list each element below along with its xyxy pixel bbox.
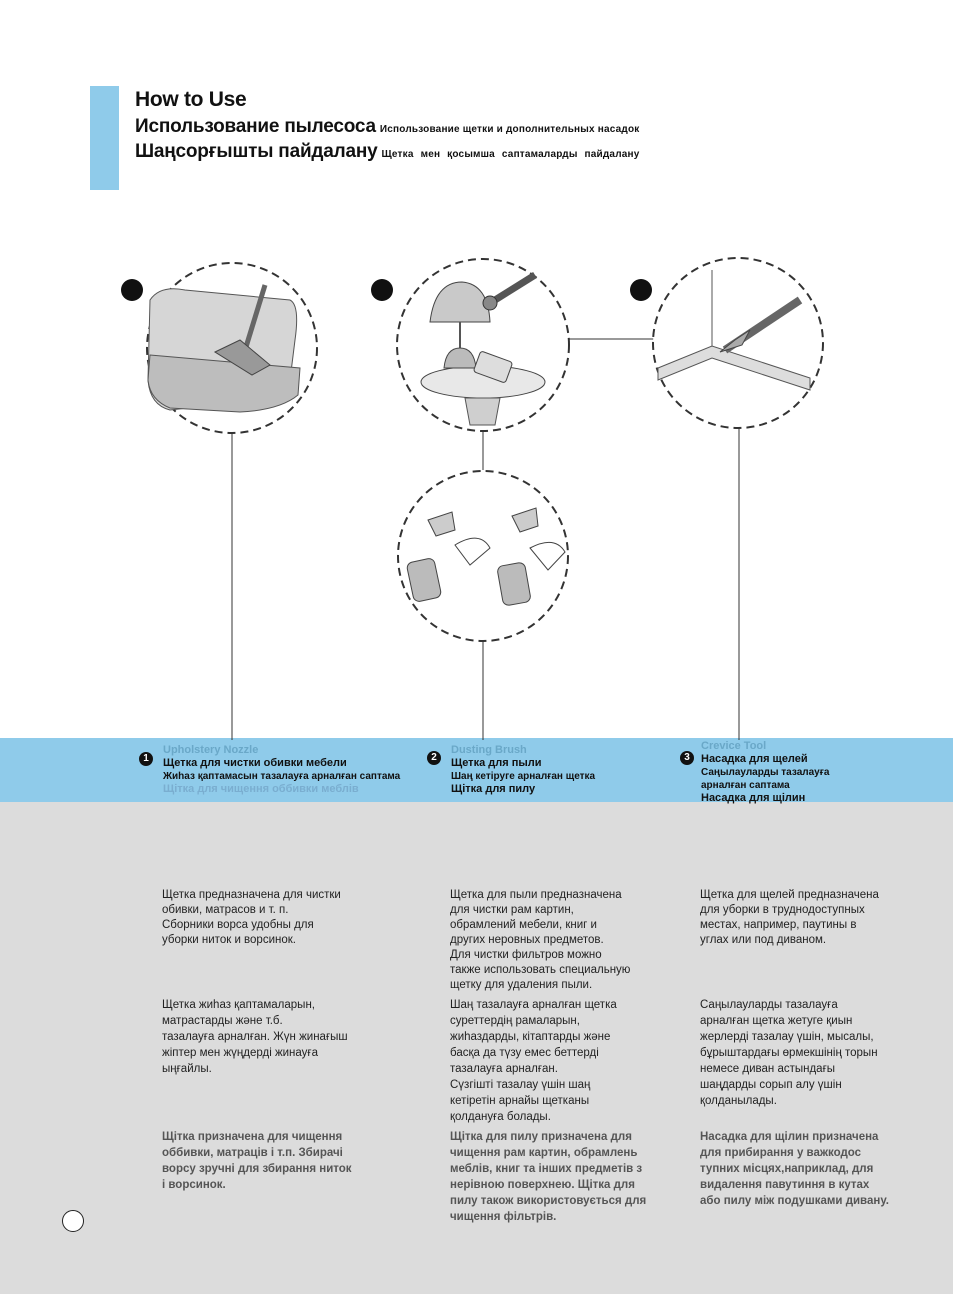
desc-line: углах или под диваном. (700, 934, 827, 946)
desc-line: ворсу зручні для збирання ниток (162, 1163, 352, 1175)
desc-line: тазалауға арналған. Жүн жинағыш (162, 1031, 348, 1043)
step-marker-2 (371, 279, 393, 301)
desc-ua-3 (700, 1129, 889, 1209)
desc-line: также использовать специальную (450, 964, 631, 976)
title-ru: Использование пылесоса (135, 116, 376, 137)
desc-ru-3 (700, 888, 879, 948)
subtitle-kz: Щетка мен қосымша саптамаларды пайдалану (381, 149, 640, 160)
item-name-ua: Щітка для чищення оббивки меблів (163, 783, 359, 795)
item-name-ru: Насадка для щелей (701, 753, 808, 765)
desc-line: бұрыштардағы өрмекшінің торын (700, 1047, 878, 1059)
item-name-ua: Насадка для щілин (701, 792, 806, 804)
desc-line: ыңғайлы. (162, 1063, 212, 1075)
desc-line: кетіретін арнайы щетканы (450, 1095, 590, 1107)
desc-line: Щітка для пилу призначена для (450, 1131, 632, 1143)
subtitle-ru: Использование щетки и дополнительных насадок (379, 124, 640, 135)
desc-line: Сүзгішті тазалау үшін шаң (450, 1079, 591, 1091)
item-name-en: Crevice Tool (701, 740, 767, 752)
dusting-brush-illustration (397, 259, 569, 431)
desc-line: чищення фільтрів. (450, 1211, 557, 1223)
desc-line: немесе диван астындағы (700, 1063, 836, 1075)
desc-line: басқа да түзу емес беттерді (450, 1047, 599, 1059)
desc-line: для чистки рам картин, (450, 904, 574, 916)
step-marker-1 (121, 279, 143, 301)
desc-line: пилу також використовується для (450, 1195, 647, 1207)
desc-line: обивки, матрасов и т. п. (162, 904, 289, 916)
desc-line: меблів, книг та інших предметів з (450, 1163, 643, 1175)
item-name-en: Dusting Brush (451, 744, 527, 756)
desc-line: оббивки, матраців і т.п. Збирачі (162, 1147, 343, 1159)
upholstery-illustration (147, 263, 317, 433)
title-kz: Шаңсорғышты пайдалану (135, 141, 378, 162)
desc-line: қолдануға болады. (450, 1111, 551, 1123)
desc-line: нерівною поверхнею. Щітка для (450, 1179, 635, 1191)
desc-line: шаңдарды сорып алу үшін (700, 1079, 842, 1091)
desc-line: обрамлений мебели, книг и (450, 919, 597, 931)
item-name-en: Upholstery Nozzle (163, 744, 259, 756)
desc-ru-2 (450, 888, 630, 993)
step-marker-3 (630, 279, 652, 301)
desc-line: Саңылауларды тазалауға (700, 999, 838, 1011)
desc-line: видалення павутиння в кутах (700, 1179, 870, 1191)
filter-cleaning-illustration (398, 471, 568, 641)
desc-line: қолданылады. (700, 1095, 777, 1107)
item-number-3: 3 (680, 751, 694, 765)
item-label-3 (701, 740, 829, 805)
desc-line: для уборки в труднодоступных (700, 904, 865, 916)
item-name-kz-line1: Саңылауларды тазалауға (701, 767, 830, 778)
desc-line: або пилу між подушками дивану. (700, 1195, 889, 1207)
desc-line: Щетка жиһаз қаптамаларын, (162, 999, 315, 1011)
item-name-kz: Жиһаз қаптамасын тазалауға арналған саптама (163, 771, 401, 782)
item-name-ru: Щетка для чистки обивки мебели (163, 757, 347, 769)
desc-line: суреттердің рамаларын, (450, 1015, 580, 1027)
page-number-circle (62, 1210, 84, 1232)
desc-line: Щітка призначена для чищення (162, 1131, 343, 1143)
desc-line: других неровных предметов. (450, 934, 604, 946)
desc-ua-2 (450, 1129, 646, 1225)
desc-line: тазалауға арналған. (450, 1063, 558, 1075)
item-number-2: 2 (427, 751, 441, 765)
desc-line: Сборники ворса удобны для (162, 919, 314, 931)
desc-line: жіптер мен жүңдерді жинауға (162, 1047, 319, 1059)
desc-line: і ворсинок. (162, 1179, 226, 1191)
desc-line: тупних місцях,наприклад, для (700, 1163, 874, 1175)
desc-line: арналған щетка жетуге қиын (700, 1015, 853, 1027)
desc-line: щетку для удаления пыли. (450, 979, 593, 991)
desc-ua-1 (162, 1129, 352, 1193)
item-label-1 (163, 744, 400, 796)
crevice-tool-illustration (653, 258, 823, 428)
desc-line: Для чистки фильтров можно (450, 949, 602, 961)
desc-ru-1 (162, 888, 341, 948)
desc-line: местах, например, паутины в (700, 919, 857, 931)
item-name-kz-line2: арналған саптама (701, 780, 790, 791)
item-name-kz: Шаң кетіруге арналған щетка (451, 771, 596, 782)
desc-line: матрастарды және т.б. (162, 1015, 283, 1027)
item-name-ru: Щетка для пыли (451, 757, 542, 769)
item-label-2 (451, 744, 595, 796)
desc-line: Щетка для пыли предназначена (450, 889, 622, 901)
desc-line: чищення рам картин, обрамлень (450, 1147, 638, 1159)
desc-line: Насадка для щілин призначена (700, 1131, 879, 1143)
desc-line: Шаң тазалауға арналған щетка (450, 999, 617, 1011)
desc-line: Щетка для щелей предназначена (700, 889, 879, 901)
desc-kz-1 (162, 997, 348, 1077)
desc-line: жиһаздарды, кітаптарды және (450, 1031, 611, 1043)
desc-line: уборки ниток и ворсинок. (162, 934, 296, 946)
desc-kz-2 (450, 997, 617, 1125)
page-title: How to Use (135, 88, 247, 111)
desc-line: для прибирання у важкодос (700, 1147, 862, 1159)
item-name-ua: Щітка для пилу (451, 783, 536, 795)
item-number-1: 1 (139, 752, 153, 766)
desc-kz-3 (700, 997, 878, 1109)
desc-line: Щетка предназначена для чистки (162, 889, 341, 901)
desc-line: жерлерді тазалау үшін, мысалы, (700, 1031, 874, 1043)
